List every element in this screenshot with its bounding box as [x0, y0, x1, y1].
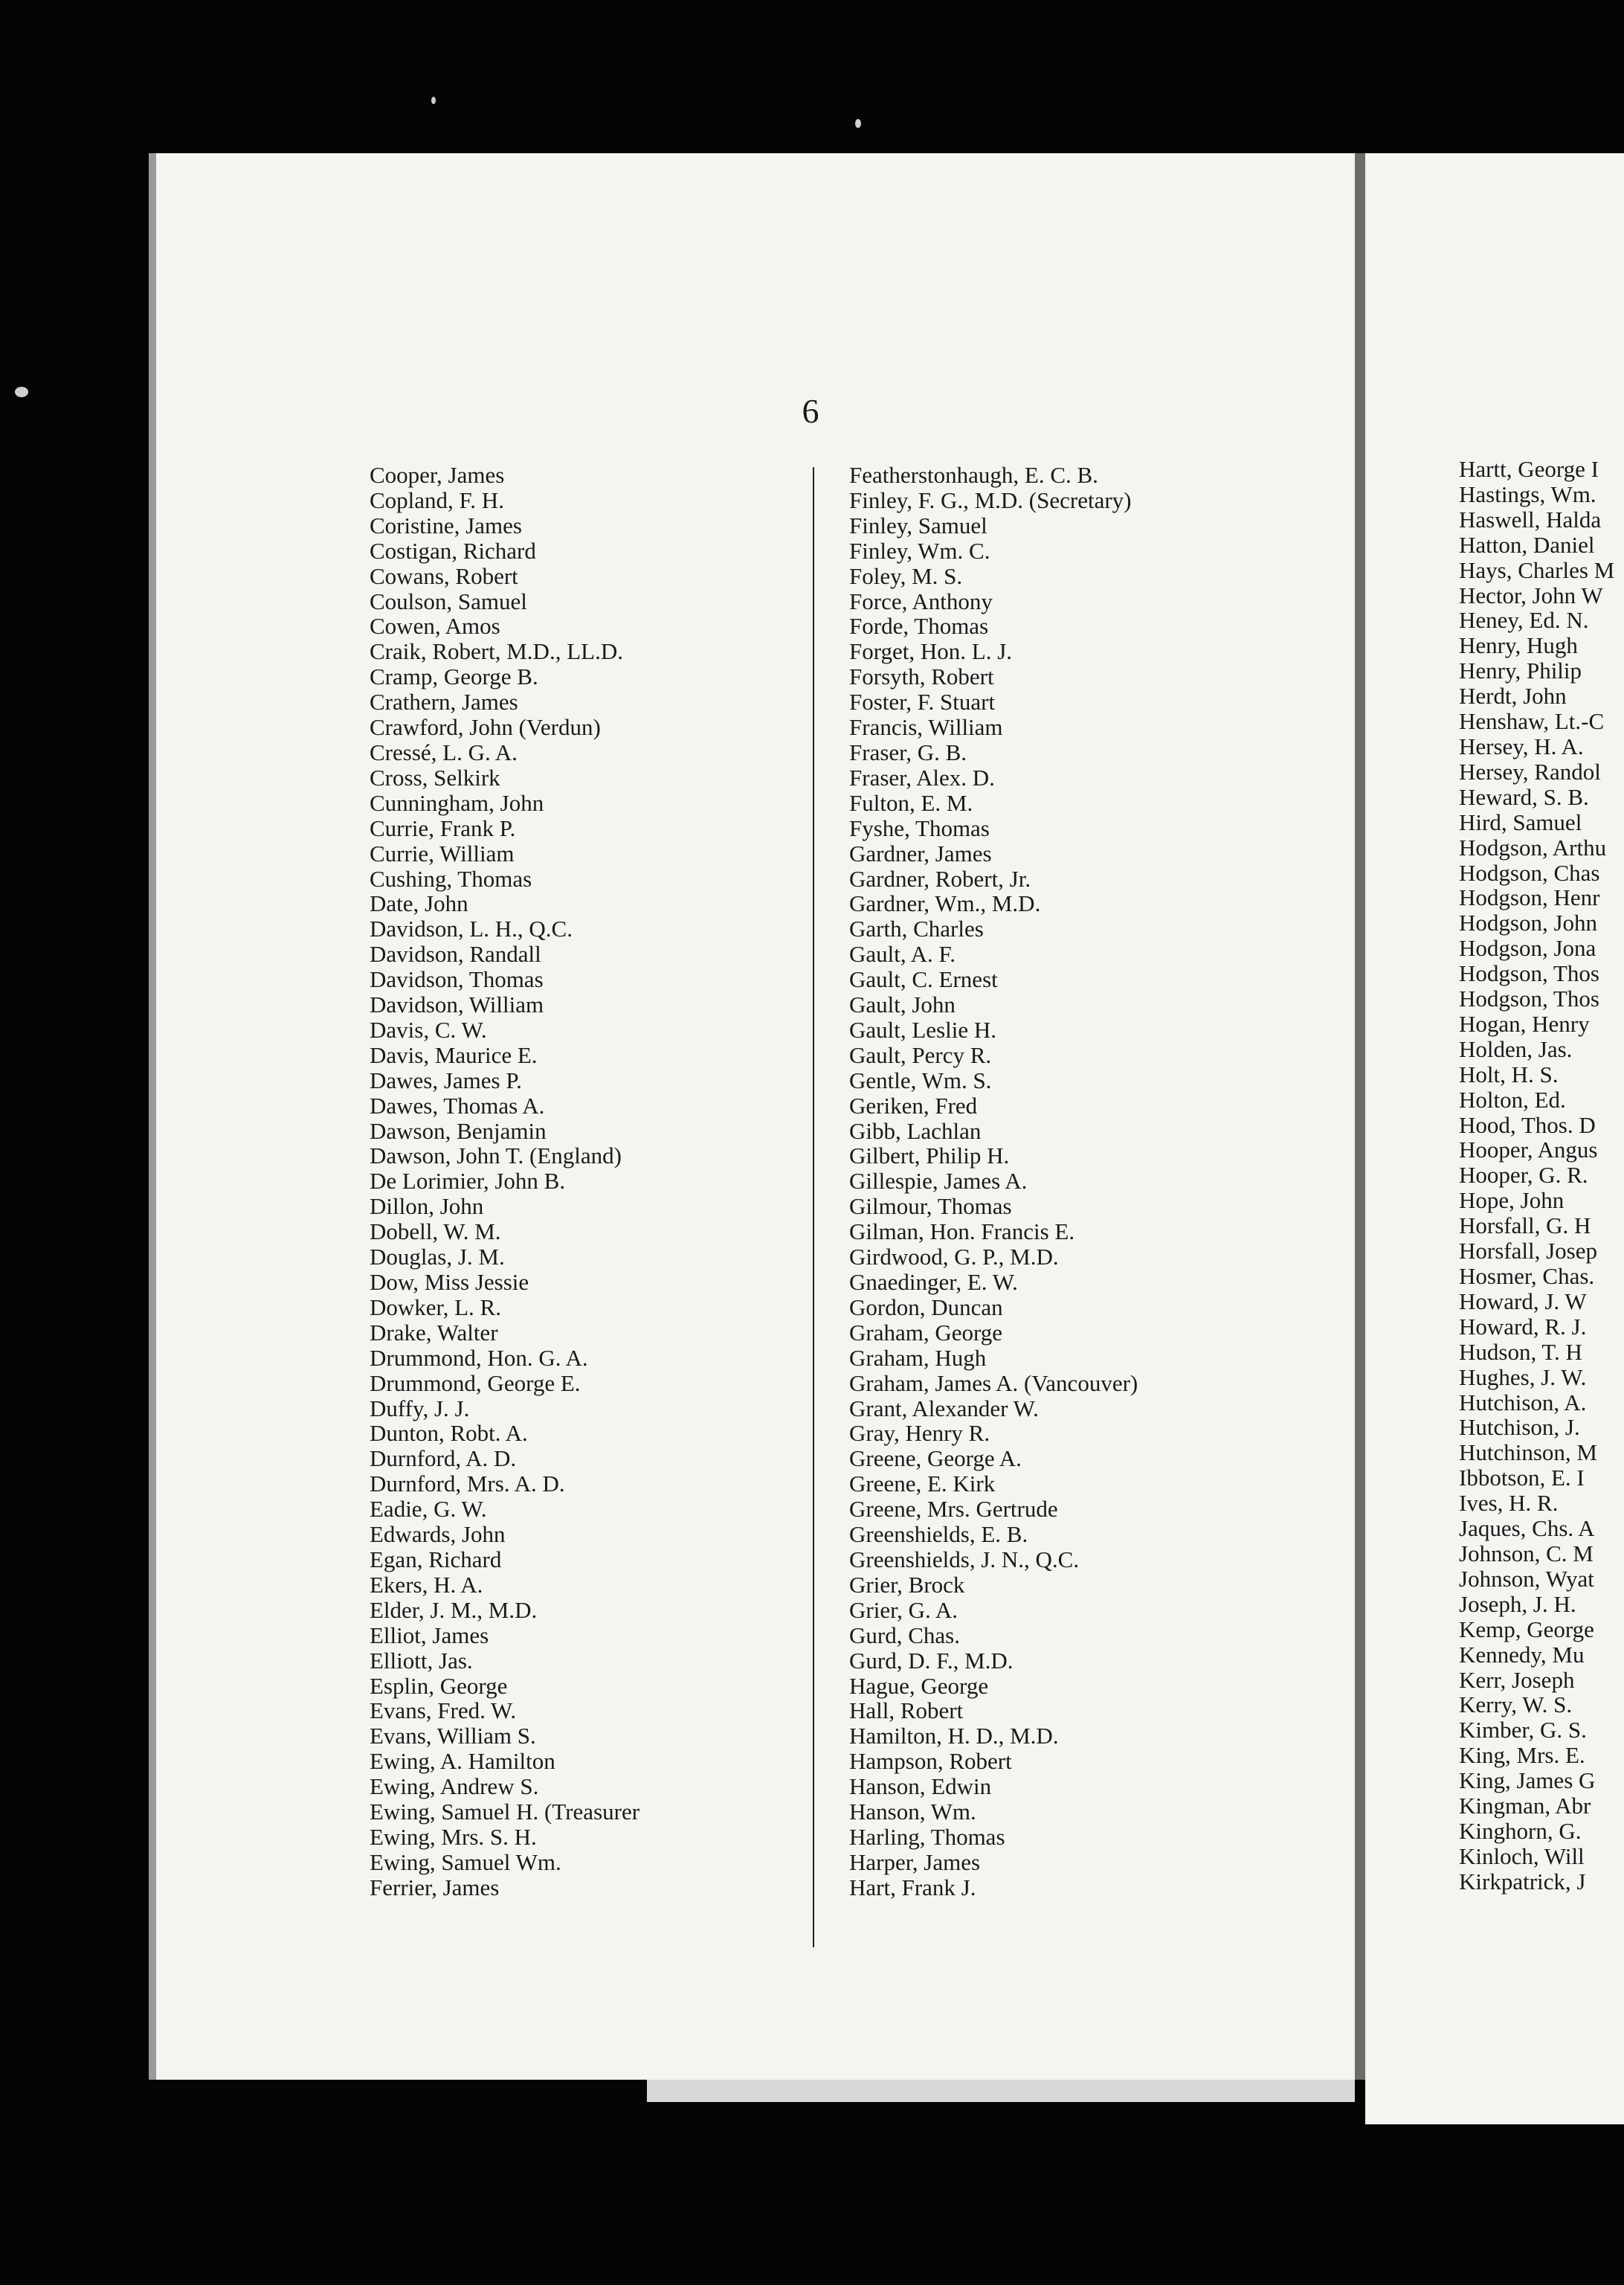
name-entry: Girdwood, G. P., M.D.: [849, 1244, 1059, 1270]
name-entry: Hughes, J. W.: [1459, 1363, 1587, 1390]
name-entry: Cushing, Thomas: [370, 865, 532, 892]
name-entry: Drummond, Hon. G. A.: [370, 1344, 588, 1371]
name-column-2: [849, 463, 1138, 1900]
name-entry: Dunton, Robt. A.: [370, 1420, 528, 1447]
name-entry: Elliot, James: [370, 1622, 489, 1648]
name-entry: Hosmer, Chas.: [1459, 1263, 1595, 1289]
name-entry: Hart, Frank J.: [849, 1874, 976, 1900]
name-entry: Ewing, Mrs. S. H.: [370, 1823, 537, 1850]
name-entry: Holton, Ed.: [1459, 1086, 1566, 1113]
name-entry: Ekers, H. A.: [370, 1571, 483, 1598]
name-entry: Hodgson, Thos: [1459, 960, 1599, 987]
name-entry: Kinloch, Will: [1459, 1842, 1585, 1869]
name-entry: Hays, Charles M: [1459, 556, 1615, 583]
name-entry: Davidson, William: [370, 992, 544, 1018]
name-entry: Drake, Walter: [370, 1319, 498, 1346]
name-column-3: [1459, 457, 1614, 1894]
name-entry: Gurd, D. F., M.D.: [849, 1647, 1014, 1674]
name-entry: Holden, Jas.: [1459, 1035, 1573, 1062]
name-column-1: [370, 463, 639, 1900]
name-entry: Hutchinson, M: [1459, 1439, 1597, 1466]
name-entry: Hague, George: [849, 1672, 989, 1699]
name-entry: Hodgson, Thos: [1459, 986, 1599, 1012]
name-entry: Grier, G. A.: [849, 1596, 958, 1623]
name-entry: Hampson, Robert: [849, 1748, 1012, 1775]
name-entry: Durnford, A. D.: [370, 1445, 517, 1472]
name-entry: Johnson, C. M: [1459, 1540, 1594, 1566]
name-entry: Finley, Wm. C.: [849, 537, 990, 564]
name-entry: Hooper, G. R.: [1459, 1162, 1588, 1189]
name-entry: Crathern, James: [370, 689, 518, 716]
name-entry: Gilbert, Philip H.: [849, 1142, 1010, 1169]
page-edge-strip: [647, 2080, 1355, 2102]
name-entry: Fulton, E. M.: [849, 789, 973, 816]
name-entry: Joseph, J. H.: [1459, 1590, 1576, 1617]
name-entry: Date, John: [370, 890, 468, 917]
name-entry: Kirkpatrick, J: [1459, 1868, 1586, 1894]
name-entry: Hamilton, H. D., M.D.: [849, 1723, 1059, 1749]
name-entry: Fraser, Alex. D.: [849, 764, 995, 791]
name-entry: Harling, Thomas: [849, 1823, 1005, 1850]
name-entry: Forget, Hon. L. J.: [849, 638, 1013, 665]
name-entry: Kennedy, Mu: [1459, 1641, 1585, 1668]
name-entry: Fyshe, Thomas: [849, 814, 990, 841]
name-entry: Greene, Mrs. Gertrude: [849, 1496, 1058, 1523]
name-entry: Ewing, Samuel H. (Treasurer: [370, 1799, 640, 1825]
name-entry: Hartt, George I: [1459, 456, 1599, 482]
name-entry: Gault, Percy R.: [849, 1041, 992, 1068]
name-entry: Copland, F. H.: [370, 486, 504, 513]
name-entry: Gault, John: [849, 992, 956, 1018]
name-entry: Greene, George A.: [849, 1445, 1022, 1472]
name-entry: Hutchison, J.: [1459, 1414, 1580, 1441]
name-entry: Hird, Samuel: [1459, 809, 1582, 835]
name-entry: Evans, Fred. W.: [370, 1697, 517, 1724]
name-entry: Gilmour, Thomas: [849, 1193, 1012, 1220]
name-entry: Hector, John W: [1459, 582, 1603, 608]
name-entry: Howard, J. W: [1459, 1288, 1587, 1314]
name-entry: Dow, Miss Jessie: [370, 1269, 529, 1295]
name-entry: Heward, S. B.: [1459, 783, 1589, 810]
name-entry: Eadie, G. W.: [370, 1496, 487, 1523]
name-entry: Graham, Hugh: [849, 1344, 987, 1371]
name-entry: Dawes, James P.: [370, 1067, 522, 1093]
name-entry: Ferrier, James: [370, 1874, 500, 1900]
name-entry: Cowans, Robert: [370, 562, 518, 589]
name-entry: Coulson, Samuel: [370, 588, 527, 614]
name-entry: Davidson, Randall: [370, 941, 541, 968]
name-entry: Gordon, Duncan: [849, 1293, 1003, 1320]
name-entry: Gibb, Lachlan: [849, 1117, 982, 1144]
name-entry: Greenshields, J. N., Q.C.: [849, 1546, 1080, 1572]
name-entry: Dillon, John: [370, 1193, 484, 1220]
name-entry: Henshaw, Lt.-C: [1459, 708, 1605, 735]
name-entry: Hatton, Daniel: [1459, 531, 1595, 558]
name-entry: Haswell, Halda: [1459, 506, 1602, 533]
name-entry: Kemp, George: [1459, 1616, 1594, 1642]
name-entry: Douglas, J. M.: [370, 1244, 505, 1270]
name-entry: Esplin, George: [370, 1672, 508, 1699]
name-entry: Evans, William S.: [370, 1723, 536, 1749]
name-entry: Cramp, George B.: [370, 663, 538, 690]
name-entry: Craik, Robert, M.D., LL.D.: [370, 638, 623, 665]
name-entry: Johnson, Wyat: [1459, 1565, 1594, 1592]
name-entry: Durnford, Mrs. A. D.: [370, 1471, 565, 1497]
name-entry: Geriken, Fred: [849, 1092, 978, 1119]
name-entry: Hall, Robert: [849, 1697, 964, 1724]
name-entry: Crawford, John (Verdun): [370, 714, 601, 741]
name-entry: Gault, A. F.: [849, 941, 956, 968]
name-entry: Gault, C. Ernest: [849, 966, 998, 993]
name-entry: Hodgson, Chas: [1459, 859, 1600, 886]
name-entry: Gurd, Chas.: [849, 1622, 960, 1648]
name-entry: Hope, John: [1459, 1187, 1565, 1214]
name-entry: Ives, H. R.: [1459, 1490, 1559, 1517]
name-entry: Gilman, Hon. Francis E.: [849, 1218, 1075, 1245]
name-entry: Dowker, L. R.: [370, 1293, 501, 1320]
name-entry: Gillespie, James A.: [849, 1168, 1028, 1195]
name-entry: Hodgson, Arthu: [1459, 834, 1607, 861]
name-entry: Ewing, Samuel Wm.: [370, 1848, 561, 1875]
name-entry: Hood, Thos. D: [1459, 1111, 1596, 1138]
name-entry: Edwards, John: [370, 1521, 506, 1548]
name-entry: Hanson, Wm.: [849, 1799, 976, 1825]
name-entry: Cross, Selkirk: [370, 764, 500, 791]
name-entry: Davidson, L. H., Q.C.: [370, 916, 573, 942]
name-entry: Ewing, Andrew S.: [370, 1773, 539, 1800]
name-entry: King, Mrs. E.: [1459, 1742, 1585, 1769]
name-entry: Hodgson, John: [1459, 910, 1598, 936]
name-entry: De Lorimier, John B.: [370, 1168, 566, 1195]
scan-speck: [855, 119, 861, 128]
name-entry: Force, Anthony: [849, 588, 993, 614]
name-entry: Foley, M. S.: [849, 562, 963, 589]
name-entry: Duffy, J. J.: [370, 1395, 470, 1421]
name-entry: Drummond, George E.: [370, 1369, 581, 1396]
name-entry: Heney, Ed. N.: [1459, 607, 1589, 634]
name-entry: Foster, F. Stuart: [849, 689, 996, 716]
name-entry: Henry, Hugh: [1459, 632, 1578, 659]
name-entry: Gnaedinger, E. W.: [849, 1269, 1018, 1295]
name-entry: Horsfall, Josep: [1459, 1238, 1597, 1264]
name-entry: Hutchison, A.: [1459, 1389, 1587, 1415]
scan-speck: [15, 387, 28, 397]
name-entry: Gentle, Wm. S.: [849, 1067, 992, 1093]
name-entry: Forde, Thomas: [849, 613, 989, 640]
name-entry: Egan, Richard: [370, 1546, 502, 1572]
name-entry: Ibbotson, E. I: [1459, 1465, 1585, 1491]
name-entry: Featherstonhaugh, E. C. B.: [849, 462, 1098, 488]
name-entry: Cooper, James: [370, 462, 505, 488]
name-entry: Hersey, Randol: [1459, 758, 1601, 785]
name-entry: Finley, F. G., M.D. (Secretary): [849, 486, 1132, 513]
name-entry: Forsyth, Robert: [849, 663, 994, 690]
name-entry: Davis, C. W.: [370, 1016, 487, 1043]
name-entry: Francis, William: [849, 714, 1003, 741]
name-entry: Grant, Alexander W.: [849, 1395, 1039, 1421]
name-entry: Harper, James: [849, 1848, 981, 1875]
name-entry: Gault, Leslie H.: [849, 1016, 997, 1043]
name-entry: Ewing, A. Hamilton: [370, 1748, 555, 1775]
name-entry: Jaques, Chs. A: [1459, 1515, 1595, 1542]
name-entry: Finley, Samuel: [849, 512, 987, 539]
name-entry: Hooper, Angus: [1459, 1137, 1598, 1163]
name-entry: Costigan, Richard: [370, 537, 536, 564]
name-entry: Hogan, Henry: [1459, 1010, 1590, 1037]
name-entry: Graham, James A. (Vancouver): [849, 1369, 1138, 1396]
name-entry: Dawes, Thomas A.: [370, 1092, 545, 1119]
name-entry: Grier, Brock: [849, 1571, 965, 1598]
name-entry: Cunningham, John: [370, 789, 544, 816]
name-entry: Kinghorn, G.: [1459, 1817, 1582, 1844]
name-entry: Gray, Henry R.: [849, 1420, 990, 1447]
name-entry: Gardner, Robert, Jr.: [849, 865, 1031, 892]
book-gutter: [1355, 153, 1365, 2080]
name-entry: Greenshields, E. B.: [849, 1521, 1028, 1548]
name-entry: Cressé, L. G. A.: [370, 739, 518, 765]
name-entry: Kimber, G. S.: [1459, 1717, 1587, 1744]
name-entry: Horsfall, G. H: [1459, 1212, 1591, 1239]
name-entry: Dobell, W. M.: [370, 1218, 501, 1245]
name-entry: Holt, H. S.: [1459, 1061, 1559, 1087]
name-entry: Coristine, James: [370, 512, 522, 539]
name-entry: Kerr, Joseph: [1459, 1666, 1575, 1693]
name-entry: Hodgson, Jona: [1459, 935, 1596, 962]
name-entry: Currie, William: [370, 840, 515, 867]
name-entry: Hodgson, Henr: [1459, 884, 1600, 911]
name-entry: Gardner, Wm., M.D.: [849, 890, 1041, 917]
name-entry: Hersey, H. A.: [1459, 733, 1584, 759]
name-entry: Greene, E. Kirk: [849, 1471, 996, 1497]
name-entry: Currie, Frank P.: [370, 814, 516, 841]
name-entry: Herdt, John: [1459, 683, 1567, 710]
column-divider: [813, 467, 814, 1947]
name-entry: Elliott, Jas.: [370, 1647, 473, 1674]
name-entry: Hanson, Edwin: [849, 1773, 992, 1800]
name-entry: Kerry, W. S.: [1459, 1691, 1573, 1718]
name-entry: Hastings, Wm.: [1459, 481, 1596, 507]
name-entry: Hudson, T. H: [1459, 1338, 1582, 1365]
name-entry: Kingman, Abr: [1459, 1793, 1591, 1819]
scan-speck: [431, 97, 436, 104]
name-entry: King, James G: [1459, 1767, 1596, 1794]
name-entry: Gardner, James: [849, 840, 992, 867]
name-entry: Dawson, John T. (England): [370, 1142, 622, 1169]
name-entry: Davis, Maurice E.: [370, 1041, 538, 1068]
name-entry: Howard, R. J.: [1459, 1313, 1587, 1340]
left-page: [149, 153, 1355, 2080]
name-entry: Fraser, G. B.: [849, 739, 967, 765]
name-entry: Dawson, Benjamin: [370, 1117, 547, 1144]
page-number: 6: [802, 392, 819, 430]
name-entry: Henry, Philip: [1459, 658, 1582, 684]
name-entry: Garth, Charles: [849, 916, 984, 942]
name-entry: Cowen, Amos: [370, 613, 500, 640]
name-entry: Davidson, Thomas: [370, 966, 544, 993]
name-entry: Elder, J. M., M.D.: [370, 1596, 538, 1623]
name-entry: Graham, George: [849, 1319, 1003, 1346]
